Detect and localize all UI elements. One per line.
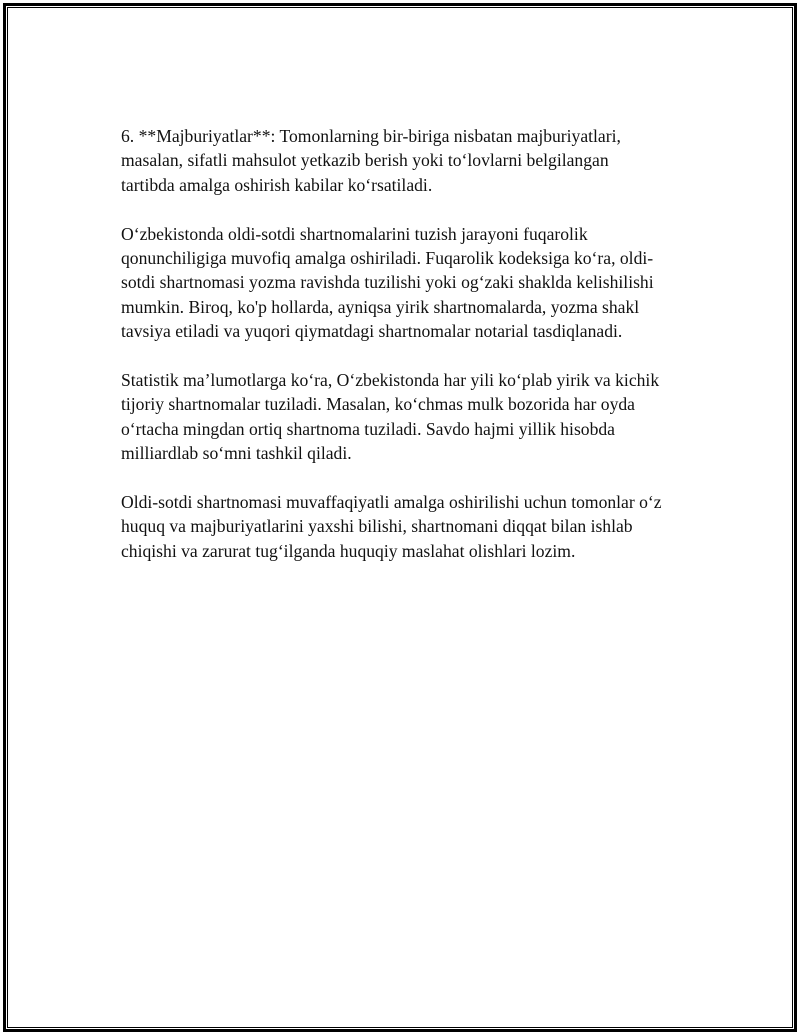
paragraph-obligations: 6. **Majburiyatlar**: Tomonlarning bir-biriga nisbatan majburiyatlari, masalan, sifatli mahsulot yetkazib berish yoki to‘lovlarni belgilangan tartibda amalga oshirish kabilar ko‘rsatiladi. — [121, 126, 621, 195]
page-frame — [3, 3, 797, 1032]
paragraph-conclusion: Oldi-sotdi shartnomasi muvaffaqiyatli amalga oshirilishi uchun tomonlar o‘z huquq va majburiyatlarini yaxshi bilishi, shartnomani diqqat bilan ishlab chiqishi va zarurat tug‘ilganda huquqiy maslahat olishlari lozim. — [121, 492, 662, 561]
paragraph-statistics: Statistik ma’lumotlarga ko‘ra, O‘zbekistonda har yili ko‘plab yirik va kichik tijoriy shartnomalar tuziladi. Masalan, ko‘chmas mulk bozorida har oyda o‘rtacha mingdan ortiq shartnoma tuziladi. Savdo hajmi yillik hisobda milliardlab so‘mni tashkil qiladi. — [121, 370, 660, 464]
paragraph-legal-process: O‘zbekistonda oldi-sotdi shartnomalarini tuzish jarayoni fuqarolik qonunchiligiga muvofiq amalga oshiriladi. Fuqarolik kodeksiga ko‘ra, oldi- sotdi shartnomasi yozma ravishda tuzilishi yoki og‘zaki shaklda kelishilishi mumkin. Biroq, ko'p hollarda, ayniqsa yirik shartnomalarda, yozma shakl tavsiya etiladi va yuqori qiymatdagi shartnomalar notarial tasdiqlanadi. — [121, 223, 654, 342]
document-body — [121, 124, 711, 588]
